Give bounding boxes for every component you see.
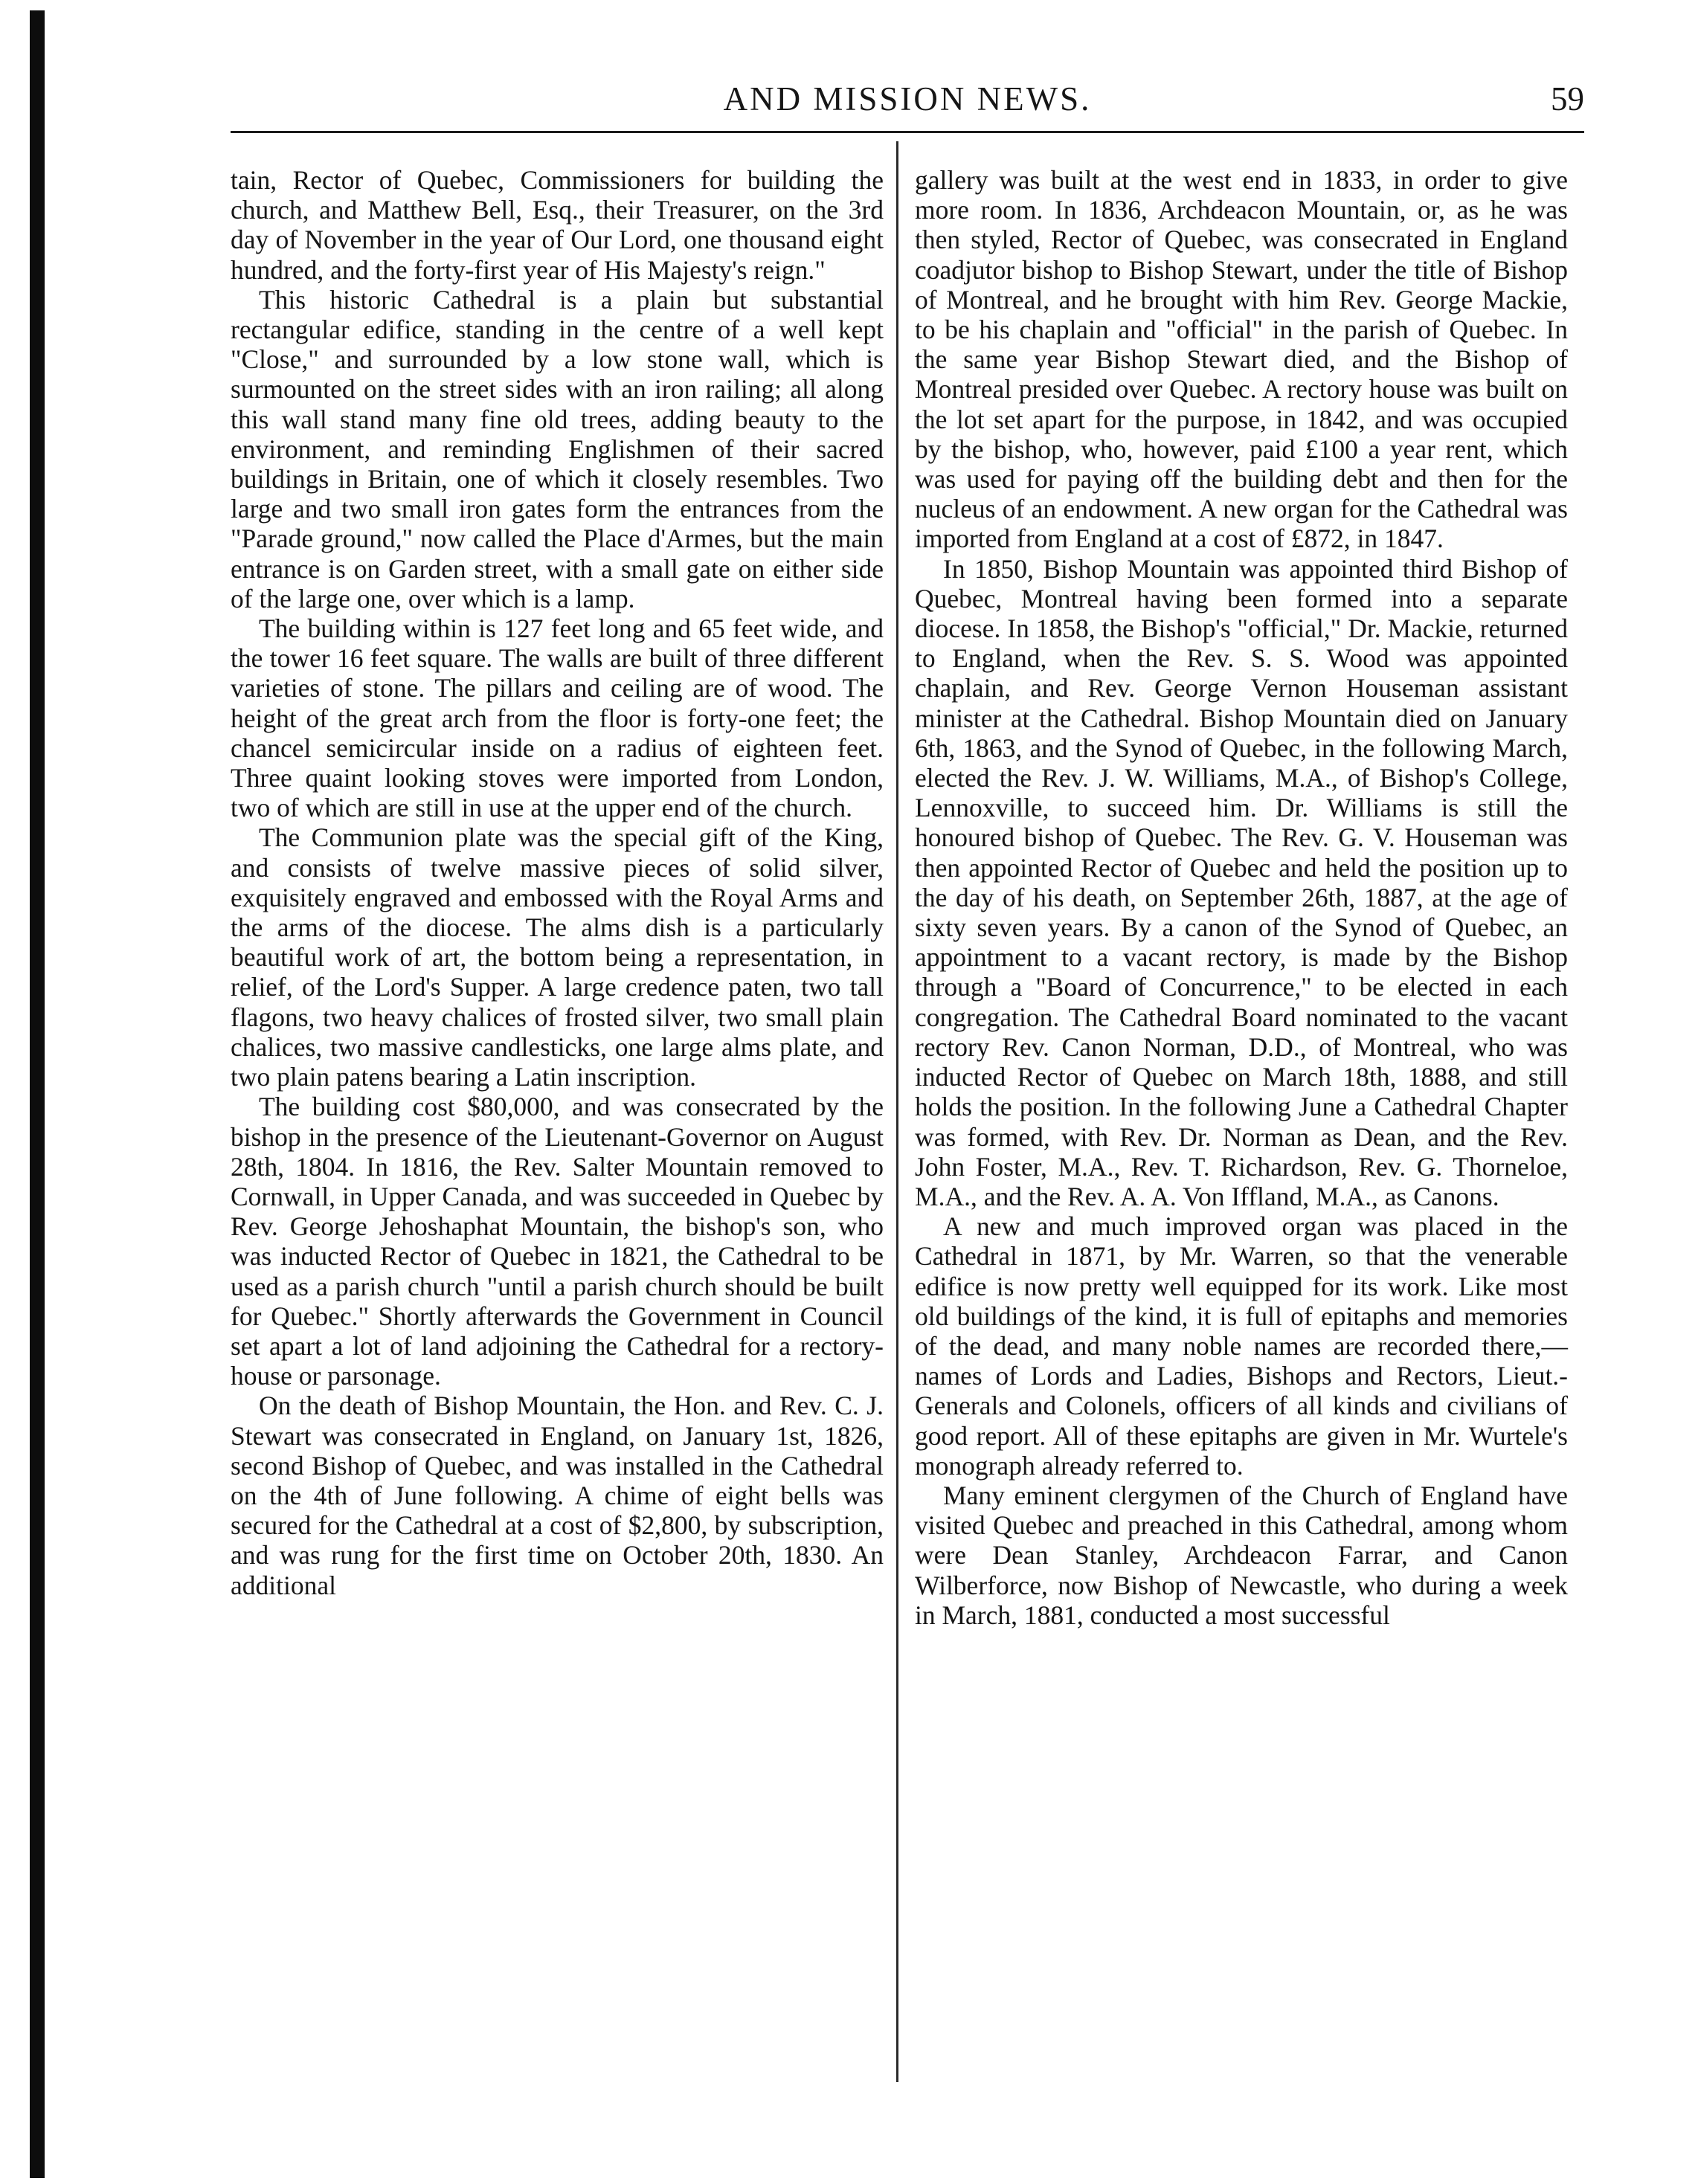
paragraph: tain, Rector of Quebec, Commissioners for building the church, and Matthew Bell, Esq., their Treasurer, on the 3rd day of November in the year of Our Lord, one thousand eight hundred, and the forty-first year of His Majesty's reign." xyxy=(231,165,884,285)
paragraph: A new and much improved organ was placed in the Cathedral in 1871, by Mr. Warren, so that the venerable edifice is now pretty well equipped for its work. Like most old buildings of the kind, it is full of epitaphs and memories of the dead, and many noble names are recorded there,—names of Lords and Ladies, Bishops and Rectors, Lieut.-Generals and Colonels, officers of all kinds and civilians of good report. All of these epitaphs are given in Mr. Wurtele's monograph already referred to. xyxy=(915,1211,1568,1481)
running-title: AND MISSION NEWS. xyxy=(723,80,1092,117)
header-rule xyxy=(231,131,1584,133)
left-column xyxy=(231,165,884,1600)
paragraph: In 1850, Bishop Mountain was appointed third Bishop of Quebec, Montreal having been formed into a separate diocese. In 1858, the Bishop's "official," Dr. Mackie, returned to England, when the Rev. S. S. Wood was appointed chaplain, and Rev. George Vernon Houseman assistant minister at the Cathedral. Bishop Mountain died on January 6th, 1863, and the Synod of Quebec, in the following March, elected the Rev. J. W. Williams, M.A., of Bishop's College, Lennoxville, to succeed him. Dr. Williams is still the honoured bishop of Quebec. The Rev. G. V. Houseman was then appointed Rector of Quebec and held the position up to the day of his death, on September 26th, 1887, at the age of sixty seven years. By a canon of the Synod of Quebec, an appointment to a vacant rectory, is made by the Bishop through a "Board of Concurrence," to be elected in each congregation. The Cathedral Board nominated to the vacant rectory Rev. Canon Norman, D.D., of Montreal, who was inducted Rector of Quebec on March 18th, 1888, and still holds the position. In the following June a Cathedral Chapter was formed, with Rev. Dr. Norman as Dean, and the Rev. John Foster, M.A., Rev. T. Richardson, Rev. G. Thorneloe, M.A., and the Rev. A. A. Von Iffland, M.A., as Canons. xyxy=(915,553,1568,1211)
right-column xyxy=(915,165,1568,1630)
paragraph: This historic Cathedral is a plain but substantial rectangular edifice, standing in the centre of a well kept "Close," and surrounded by a low stone wall, which is surmounted on the street sides with an iron railing; all along this wall stand many fine old trees, adding beauty to the environment, and reminding Englishmen of their sacred buildings in Britain, one of which it closely resembles. Two large and two small iron gates form the entrances from the "Parade ground," now called the Place d'Armes, but the main entrance is on Garden street, with a small gate on either side of the large one, over which is a lamp. xyxy=(231,284,884,613)
paragraph: The Communion plate was the special gift of the King, and consists of twelve massive pieces of solid silver, exquisitely engraved and embossed with the Royal Arms and the arms of the diocese. The alms dish is a particularly beautiful work of art, the bottom being a representation, in relief, of the Lord's Supper. A large credence paten, two tall flagons, two heavy chalices of frosted silver, two small plain chalices, two massive candlesticks, one large alms plate, and two plain patens bearing a Latin inscription. xyxy=(231,822,884,1092)
paragraph: Many eminent clergymen of the Church of England have visited Quebec and preached in this Cathedral, among whom were Dean Stanley, Archdeacon Farrar, and Canon Wilberforce, now Bishop of Newcastle, who during a week in March, 1881, conducted a most successful xyxy=(915,1480,1568,1630)
paragraph: On the death of Bishop Mountain, the Hon. and Rev. C. J. Stewart was consecrated in England, on January 1st, 1826, second Bishop of Quebec, and was installed in the Cathedral on the 4th of June following. A chime of eight bells was secured for the Cathedral at a cost of $2,800, by subscription, and was rung for the first time on October 20th, 1830. An additional xyxy=(231,1391,884,1600)
running-header xyxy=(231,77,1584,129)
paragraph: The building within is 127 feet long and 65 feet wide, and the tower 16 feet square. The walls are built of three different varieties of stone. The pillars and ceiling are of wood. The height of the great arch from the floor is forty-one feet; the chancel semicircular inside on a radius of eighteen feet. Three quaint looking stoves were imported from London, two of which are still in use at the upper end of the church. xyxy=(231,613,884,823)
column-divider xyxy=(896,141,898,2082)
binding-shadow xyxy=(30,10,45,2178)
page-number: 59 xyxy=(1551,80,1584,117)
paragraph: The building cost $80,000, and was consecrated by the bishop in the presence of the Lieutenant-Governor on August 28th, 1804. In 1816, the Rev. Salter Mountain removed to Cornwall, in Upper Canada, and was succeeded in Quebec by Rev. George Jehoshaphat Mountain, the bishop's son, who was inducted Rector of Quebec in 1821, the Cathedral to be used as a parish church "until a parish church should be built for Quebec." Shortly afterwards the Government in Council set apart a lot of land adjoining the Cathedral for a rectory-house or parsonage. xyxy=(231,1092,884,1391)
paragraph: gallery was built at the west end in 1833, in order to give more room. In 1836, Archdeacon Mountain, or, as he was then styled, Rector of Quebec, was consecrated in England coadjutor bishop to Bishop Stewart, under the title of Bishop of Montreal, and he brought with him Rev. George Mackie, to be his chaplain and "official" in the parish of Quebec. In the same year Bishop Stewart died, and the Bishop of Montreal presided over Quebec. A rectory house was built on the lot set apart for the purpose, in 1842, and was occupied by the bishop, who, however, paid £100 a year rent, which was used for paying off the building debt and then for the nucleus of an endowment. A new organ for the Cathedral was imported from England at a cost of £872, in 1847. xyxy=(915,165,1568,554)
